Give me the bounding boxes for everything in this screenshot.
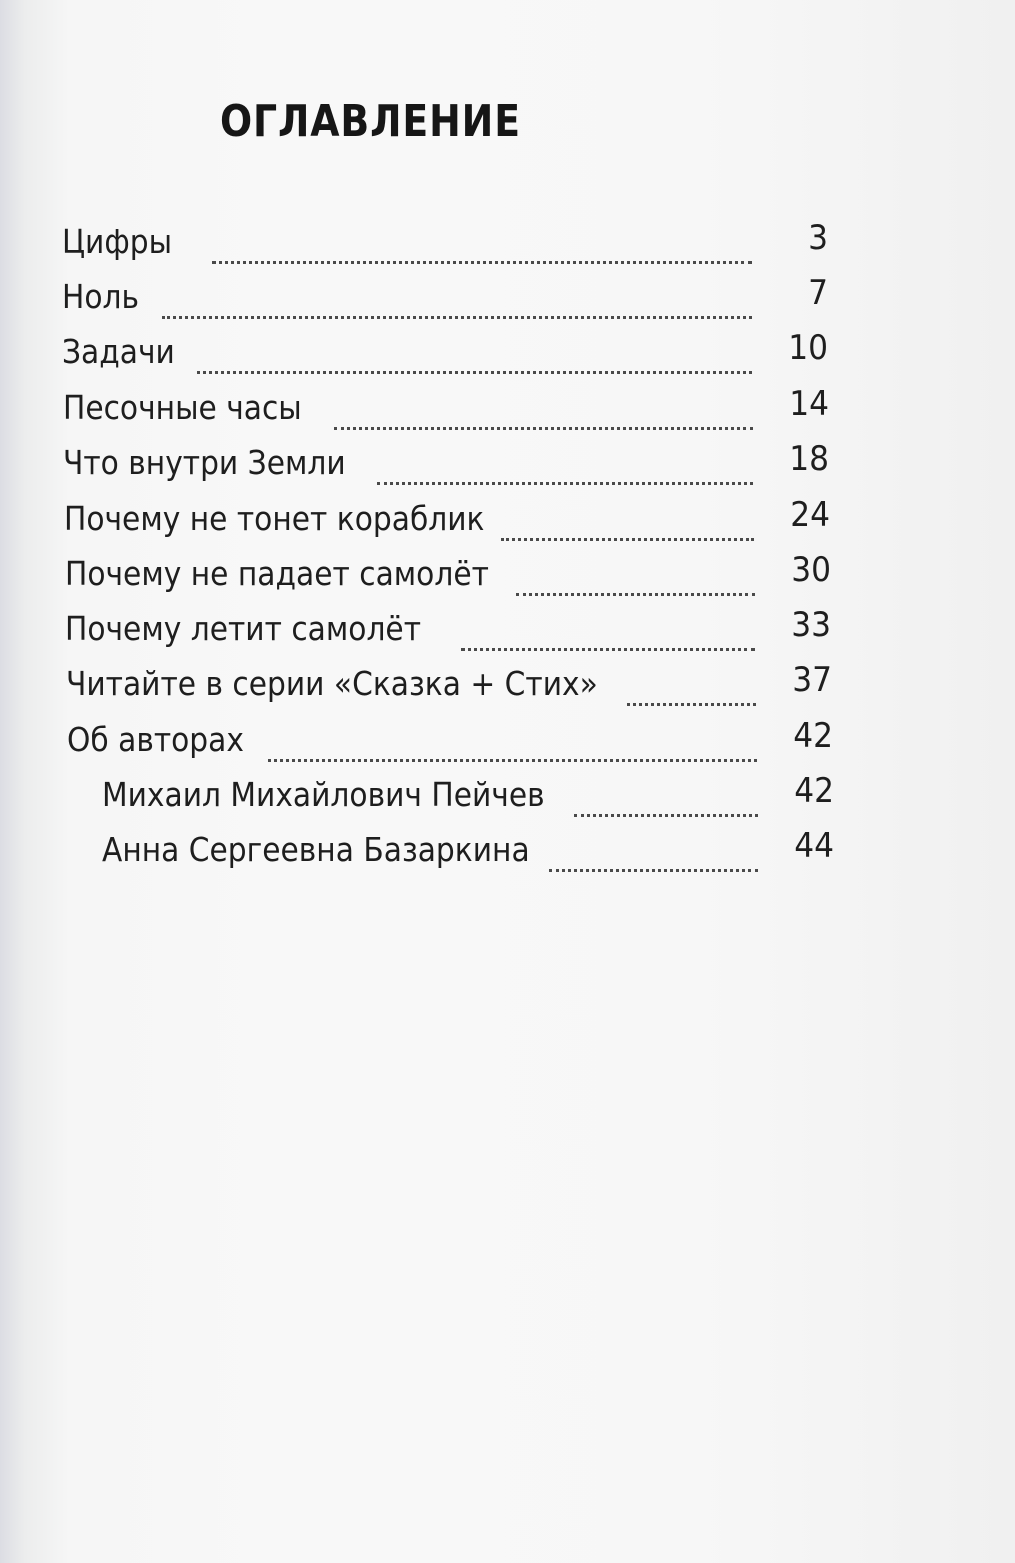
- toc-entry-label: Ноль: [62, 277, 139, 316]
- toc-subentry[interactable]: [102, 775, 758, 823]
- dot-leader: [574, 814, 758, 817]
- toc-entry-label: Что внутри Земли: [63, 443, 346, 482]
- dot-leader: [212, 261, 752, 264]
- toc-entry[interactable]: [64, 499, 754, 547]
- toc-entry-label: Об авторах: [67, 720, 244, 759]
- toc-entry-page: 44: [794, 826, 834, 866]
- toc-entry[interactable]: [66, 664, 756, 712]
- dot-leader: [549, 869, 758, 872]
- toc-entry[interactable]: [62, 277, 752, 325]
- toc-entry-page: 10: [788, 328, 828, 368]
- toc-entry-label: Почему летит самолёт: [65, 609, 422, 648]
- dot-leader: [268, 759, 757, 762]
- dot-leader: [377, 482, 753, 485]
- toc-entry-page: 33: [791, 605, 831, 645]
- dot-leader: [461, 648, 755, 651]
- toc-entry-page: 37: [792, 660, 832, 700]
- toc-entry[interactable]: [65, 609, 755, 657]
- toc-entry-label: Задачи: [62, 332, 175, 371]
- toc-entry-page: 14: [789, 384, 829, 424]
- toc-entry-label: Анна Сергеевна Базаркина: [102, 830, 530, 869]
- toc-entry[interactable]: [62, 222, 752, 270]
- dot-leader: [516, 593, 755, 596]
- toc-entry[interactable]: [63, 443, 753, 491]
- toc-entry-page: 18: [789, 439, 829, 479]
- toc-entry-label: Почему не тонет кораблик: [64, 499, 485, 538]
- toc-entry-page: 7: [808, 273, 828, 313]
- dot-leader: [627, 703, 756, 706]
- dot-leader: [501, 538, 754, 541]
- toc-entry[interactable]: [65, 554, 755, 602]
- toc-entry-page: 42: [793, 716, 833, 756]
- toc-entry-label: Цифры: [62, 222, 173, 261]
- page-title: ОГЛАВЛЕНИЕ: [220, 96, 521, 147]
- toc-entry-page: 3: [808, 218, 828, 258]
- toc-entry-label: Почему не падает самолёт: [65, 554, 489, 593]
- toc-entry-label: Песочные часы: [63, 388, 302, 427]
- dot-leader: [162, 316, 752, 319]
- dot-leader: [197, 371, 752, 374]
- toc-entry-page: 30: [791, 550, 831, 590]
- toc-entry-page: 24: [790, 495, 830, 535]
- toc-entry-label: Михаил Михайлович Пейчев: [102, 775, 545, 814]
- toc-entry[interactable]: [62, 332, 752, 380]
- toc-entry[interactable]: [63, 388, 753, 436]
- toc-entry-label: Читайте в серии «Сказка + Стих»: [66, 664, 598, 703]
- toc-entry-page: 42: [794, 771, 834, 811]
- dot-leader: [334, 427, 753, 430]
- toc-entry[interactable]: [67, 720, 757, 768]
- toc-subentry[interactable]: [102, 830, 758, 878]
